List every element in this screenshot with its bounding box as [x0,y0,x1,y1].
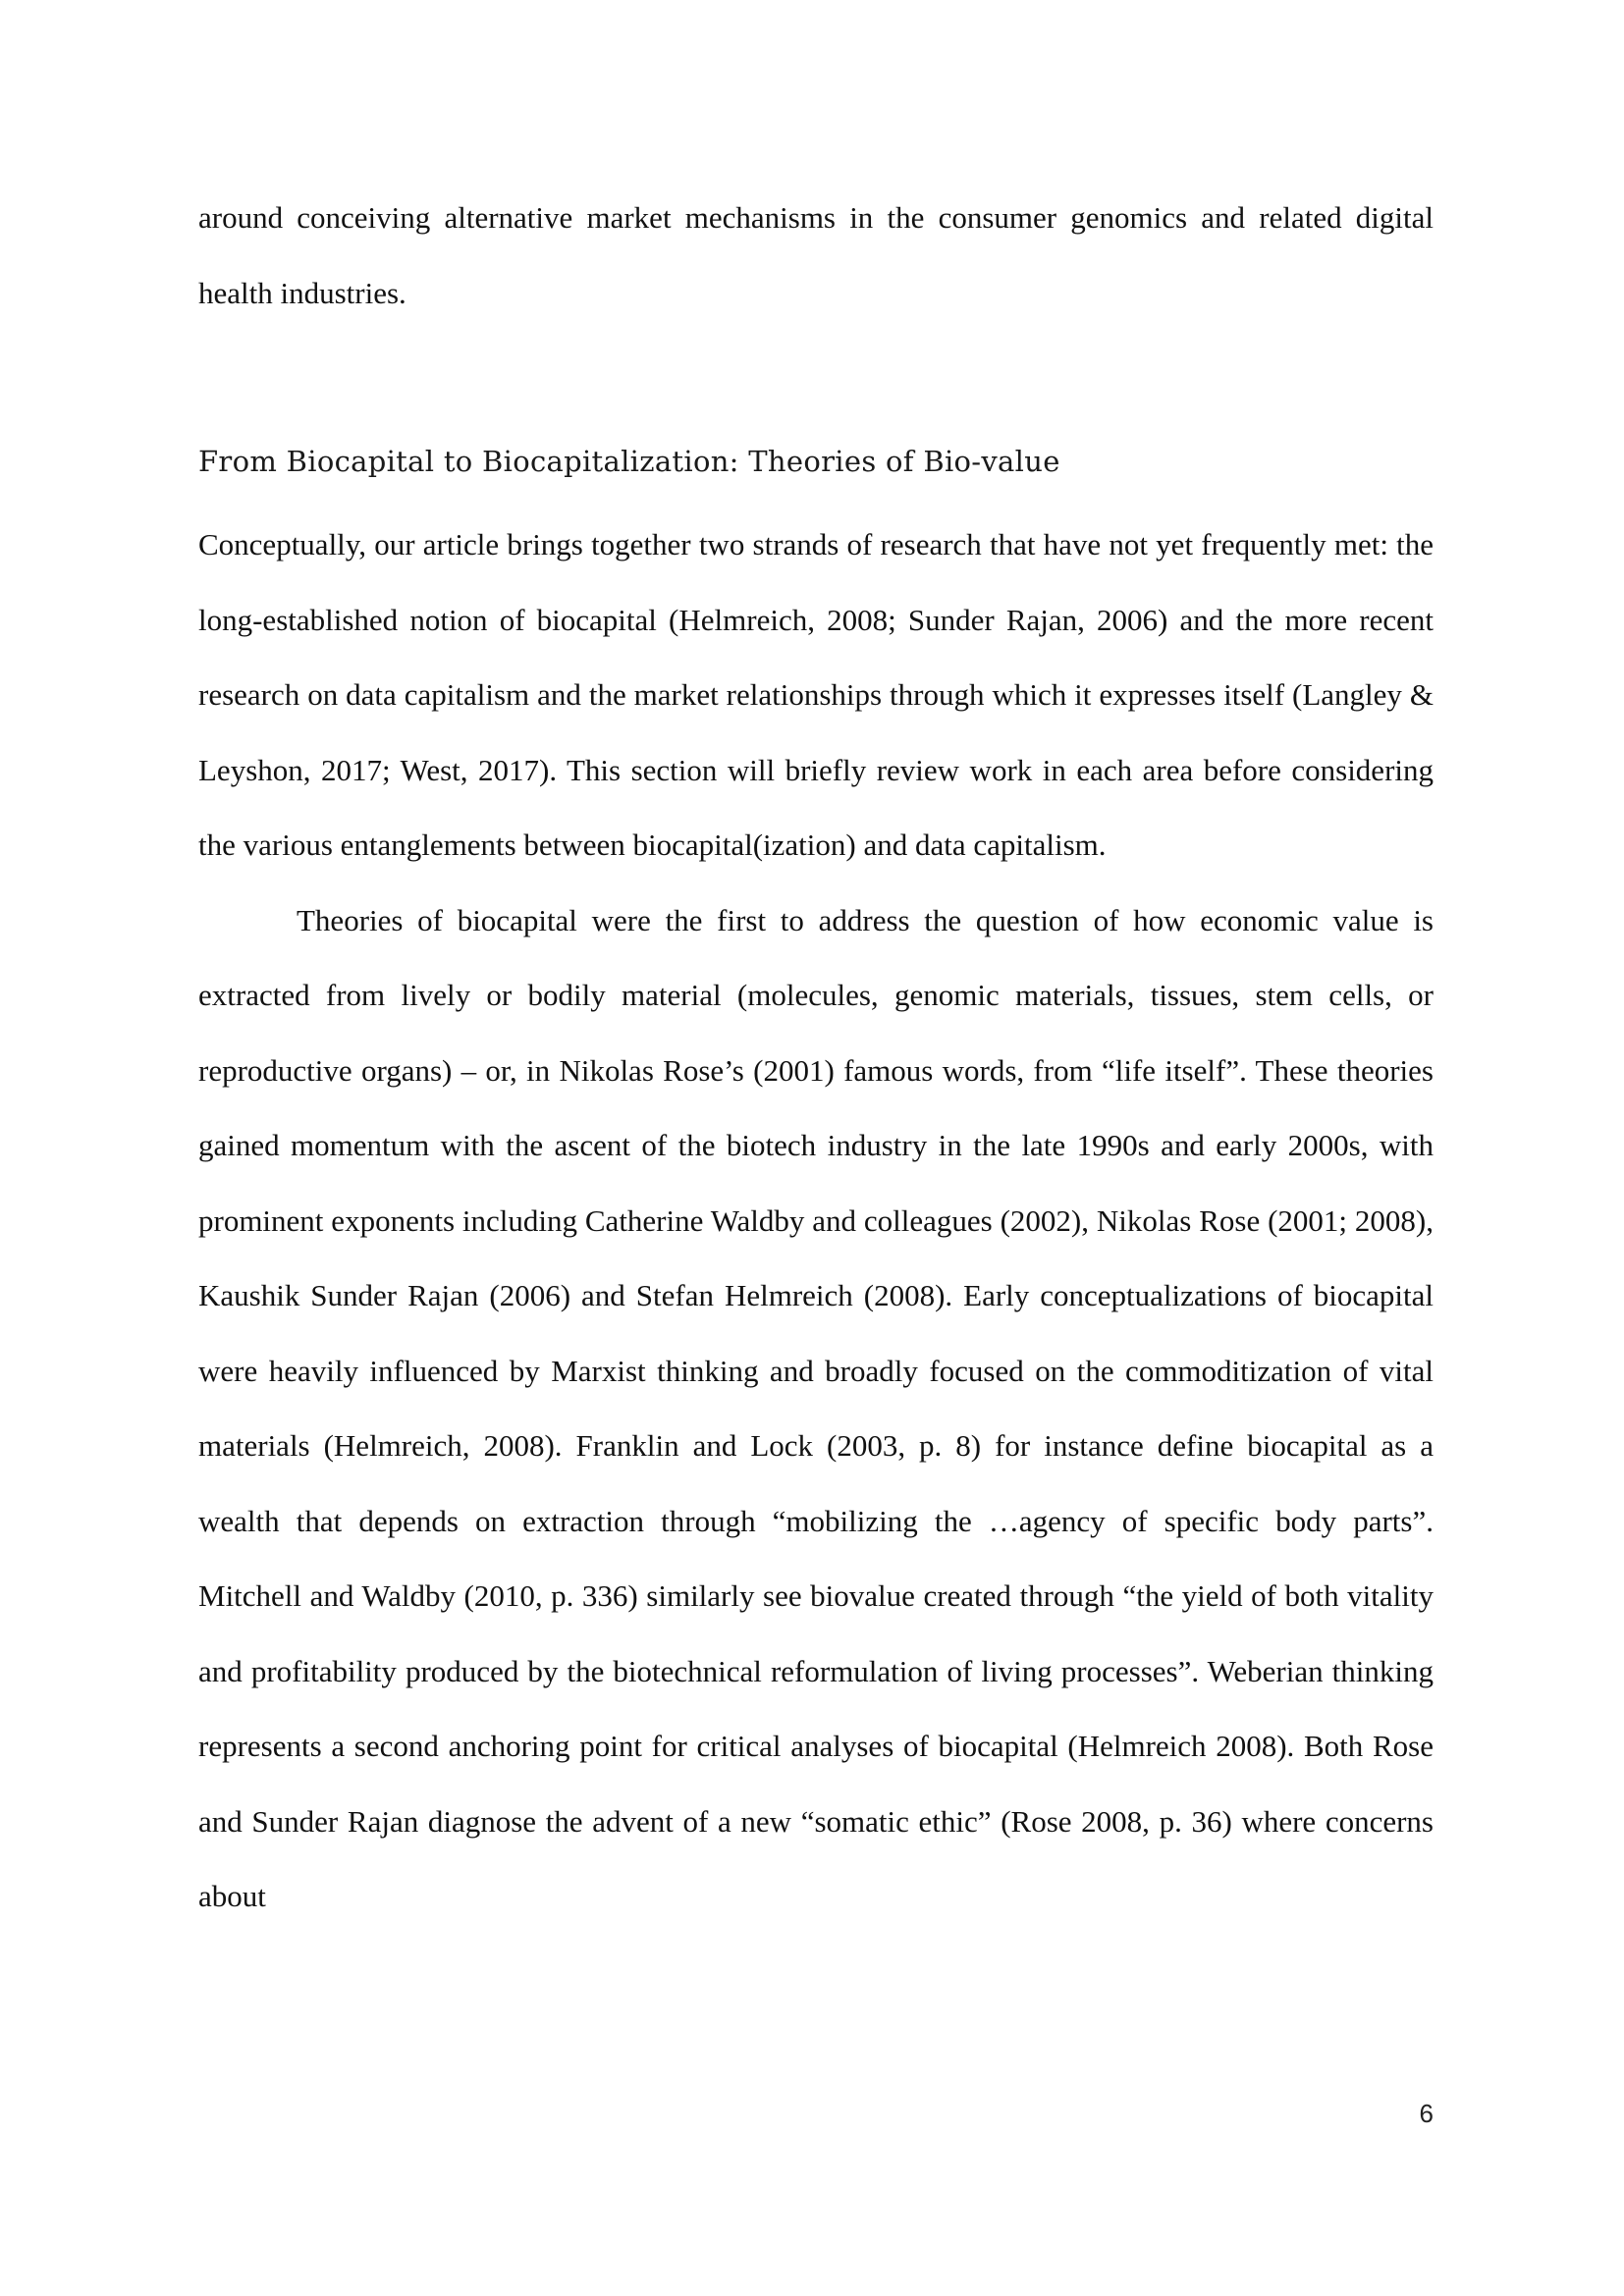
intro-paragraph: around conceiving alternative market mechanisms in the consumer genomics and related digital health industries. [198,200,1434,310]
page-number: 6 [1419,2099,1434,2128]
body-text [198,507,1434,1935]
body-paragraph-2: Theories of biocapital were the first to address the question of how economic value is extracted from lively or bodily material (molecules, genomic materials, tissues, stem cells, or reproductive organs) – or, in Nikolas Rose’s (2001) famous words, from “life itself”. These theories gained momentum with the ascent of the biotech industry in the late 1990s and early 2000s, with prominent exponents including Catherine Waldby and colleagues (2002), Nikolas Rose (2001; 2008), Kaushik Sunder Rajan (2006) and Stefan Helmreich (2008). Early conceptualizations of biocapital were heavily influenced by Marxist thinking and broadly focused on the commoditization of vital materials (Helmreich, 2008). Franklin and Lock (2003, p. 8) for instance define biocapital as a wealth that depends on extraction through “mobilizing the …agency of specific body parts”. Mitchell and Waldby (2010, p. 336) similarly see biovalue created through “the yield of both vitality and profitability produced by the biotechnical reformulation of living processes”. Weberian thinking represents a second anchoring point for critical analyses of biocapital (Helmreich 2008). Both Rose and Sunder Rajan diagnose the advent of a new “somatic ethic” (Rose 2008, p. 36) where concerns about [198,902,1434,1913]
body-paragraph-1: Conceptually, our article brings together two strands of research that have not yet frequently met: the long-established notion of biocapital (Helmreich, 2008; Sunder Rajan, 2006) and the more recent research on data capitalism and the market relationships through which it expresses itself (Langley & Leyshon, 2017; West, 2017). This section will briefly review work in each area before considering the various entanglements between biocapital(ization) and data capitalism. [198,527,1434,862]
section-heading: From Biocapital to Biocapitalization: Theories of Bio-value [198,445,1060,478]
